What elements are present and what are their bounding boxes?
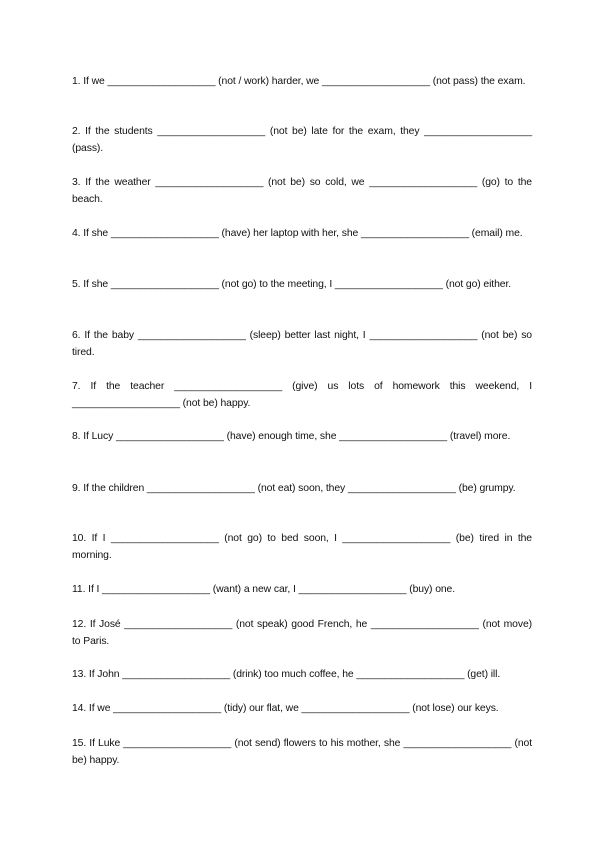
exercise-2: 2. If the students ___________________ (not be) late for the exam, they ___________________ (pass). (72, 126, 532, 154)
exercise-9: 9. If the children ___________________ (not eat) soon, they ___________________ (be) grumpy. (72, 483, 516, 494)
exercise-14: 14. If we ___________________ (tidy) our flat, we ___________________ (not lose) our keys. (72, 703, 499, 714)
exercise-10: 10. If I ___________________ (not go) to bed soon, I ___________________ (be) tired in the morning. (72, 533, 532, 561)
exercise-13: 13. If John ___________________ (drink) too much coffee, he ___________________ (get) ill. (72, 669, 501, 680)
exercise-11: 11. If I ___________________ (want) a new car, I ___________________ (buy) one. (72, 584, 456, 595)
exercise-1: 1. If we ___________________ (not / work) harder, we ___________________ (not pass) the exam. (72, 76, 526, 87)
exercise-5: 5. If she ___________________ (not go) to the meeting, I ___________________ (not go) either. (72, 279, 512, 290)
exercise-4: 4. If she ___________________ (have) her laptop with her, she ___________________ (email) me. (72, 228, 523, 239)
exercise-3: 3. If the weather ___________________ (not be) so cold, we ___________________ (go) to the beach. (72, 177, 532, 205)
exercise-8: 8. If Lucy ___________________ (have) enough time, she ___________________ (travel) more. (72, 431, 511, 442)
exercise-15: 15. If Luke ___________________ (not send) flowers to his mother, she ___________________ (not be) happy. (72, 738, 532, 766)
exercise-12: 12. If José ___________________ (not speak) good French, he ___________________ (not move) to Paris. (72, 619, 532, 647)
exercise-6: 6. If the baby ___________________ (sleep) better last night, I ___________________ (not be) so tired. (72, 330, 532, 358)
exercise-7: 7. If the teacher ___________________ (give) us lots of homework this weekend, I ___________________ (not be) happy. (72, 381, 532, 409)
